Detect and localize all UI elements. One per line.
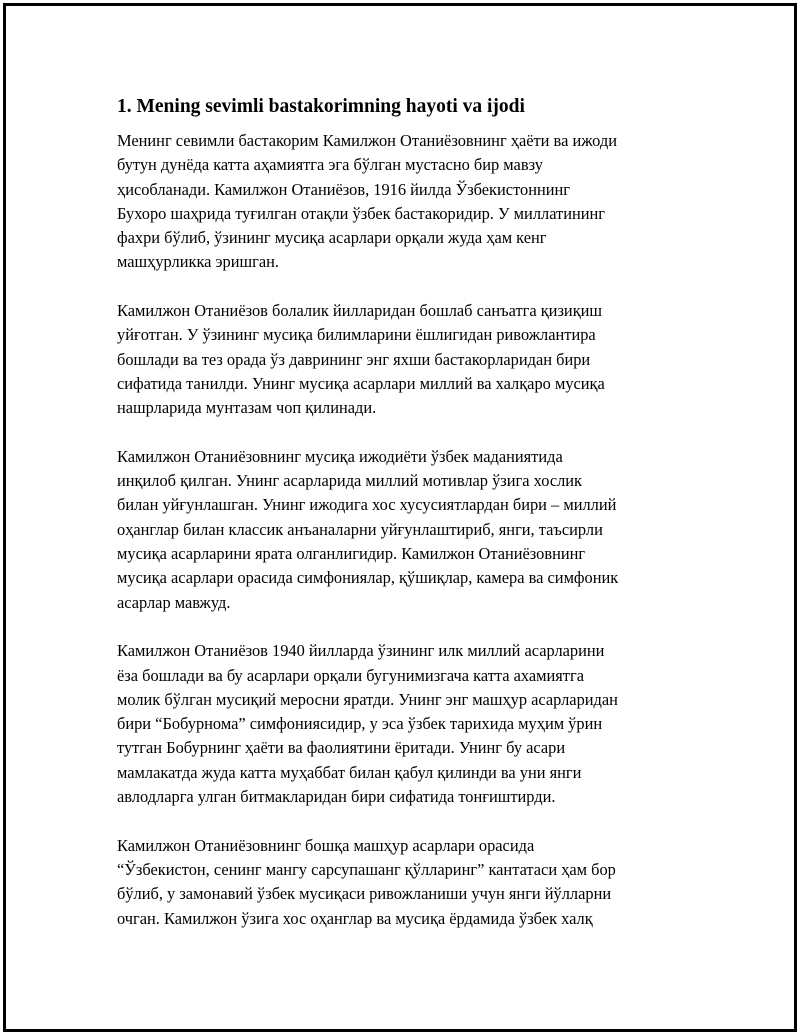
paragraph-line: Камилжон Отаниёзовнинг бошқа машҳур асарлари орасида (117, 835, 535, 855)
paragraph-line: фахри бўлиб, ўзининг мусиқа асарлари орқали жуда ҳам кенг (117, 228, 547, 248)
paragraph-line: Камилжон Отаниёзовнинг мусиқа ижодиёти ўзбек маданиятида (117, 446, 563, 466)
paragraph-line: авлодларга улган битмакларидан бири сифатида тонғиштирди. (117, 787, 556, 807)
paragraph-line: бошлади ва тез орада ўз даврининг энг яхши бастакорларидан бири (117, 349, 591, 369)
paragraph-line: очган. Камилжон ўзига хос оҳанглар ва мусиқа ёрдамида ўзбек халқ (117, 908, 593, 928)
paragraph-line: сифатида танилди. Унинг мусиқа асарлари миллий ва халқаро мусиқа (117, 373, 605, 393)
paragraph-line: оҳанглар билан классик анъаналарни уйғунлаштириб, янги, таъсирли (117, 519, 603, 539)
paragraph-line: Бухоро шаҳрида туғилган отақли ўзбек бастакоридир. У миллатининг (117, 203, 606, 223)
paragraph-line: Камилжон Отаниёзов болалик йилларидан бошлаб санъатга қизиқиш (117, 301, 603, 321)
paragraph-5 (117, 834, 687, 931)
section-heading: 1. Mening sevimli bastakorimning hayoti va ijodi (117, 96, 525, 117)
paragraph-3 (117, 445, 687, 615)
paragraph-line: бўлиб, у замонавий ўзбек мусиқаси ривожланиши учун янги йўлларни (117, 884, 612, 904)
paragraph-line: бири “Бобурнома” симфониясидир, у эса ўзбек тарихида муҳим ўрин (117, 714, 603, 734)
paragraph-line: мусиқа асарларини ярата олганлигидир. Камилжон Отаниёзовнинг (117, 544, 586, 564)
paragraph-line: “Ўзбекистон, сенинг мангу сарсупашанг қўлларинг” кантатаси ҳам бор (117, 859, 616, 879)
paragraph-line: уйғотган. У ўзининг мусиқа билимларини ёшлигидан ривожлантира (117, 325, 596, 345)
paragraph-2 (117, 299, 687, 420)
paragraph-line: Менинг севимли бастакорим Камилжон Отаниёзовнинг ҳаёти ва ижоди (117, 131, 617, 150)
paragraph-line: молик бўлган мусиқий меросни яратди. Унинг энг машҳур асарларидан (117, 689, 618, 709)
paragraph-line: нашрларида мунтазам чоп қилинади. (117, 398, 377, 418)
paragraph-line: ёза бошлади ва бу асарлари орқали бугунимизгача катта ахамиятга (117, 665, 584, 685)
paragraph-line: билан уйғунлашган. Унинг ижодига хос хусусиятлардан бири – миллий (117, 495, 617, 515)
paragraph-line: мамлакатда жуда катта муҳаббат билан қабул қилинди ва уни янги (117, 762, 582, 782)
paragraph-line: инқилоб қилган. Унинг асарларида миллий мотивлар ўзига хослик (117, 471, 583, 491)
paragraph-line: бутун дунёда катта аҳамиятга эга бўлган мустасно бир мавзу (117, 155, 543, 175)
paragraph-4 (117, 639, 687, 809)
paragraph-line: ҳисобланади. Камилжон Отаниёзов, 1916 йилда Ўзбекистоннинг (117, 179, 571, 199)
paragraph-line: мусиқа асарлари орасида симфониялар, қўшиқлар, камера ва симфоник (117, 568, 619, 588)
paragraph-1 (117, 129, 687, 275)
paragraph-line: асарлар мавжуд. (117, 592, 231, 612)
paragraph-line: тутган Бобурнинг ҳаёти ва фаолиятини ёритади. Унинг бу асари (117, 738, 566, 758)
document-body (117, 95, 687, 955)
paragraph-line: Камилжон Отаниёзов 1940 йилларда ўзининг илк миллий асарларини (117, 641, 605, 661)
paragraph-line: машҳурликка эришган. (117, 252, 280, 272)
